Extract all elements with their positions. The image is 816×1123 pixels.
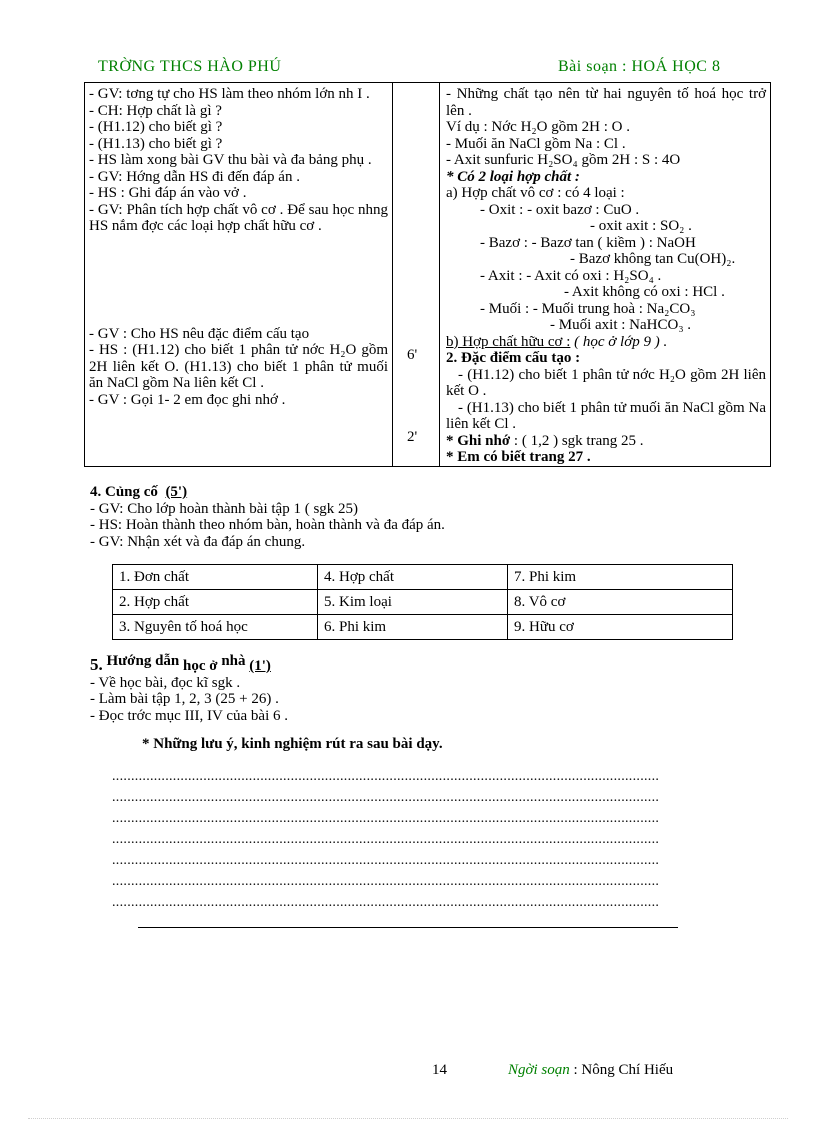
left-line: - GV: tơng tự cho HS làm theo nhóm lớn nh I . xyxy=(89,86,370,102)
notes-area xyxy=(112,766,784,913)
time-label: 2' xyxy=(407,429,418,445)
left-line: - (H1.12) cho biết gì ? xyxy=(89,119,223,135)
lesson-table xyxy=(84,82,771,467)
example: - Axit sunfuric H₂SO₄ gồm 2H : S : 4O xyxy=(446,152,681,168)
organic-label: b) Hợp chất hữu cơ : xyxy=(446,333,571,350)
time-column xyxy=(393,83,440,467)
table-cell: 4. Hợp chất xyxy=(318,565,508,590)
section4-heading xyxy=(90,484,445,501)
section4-time: (5') xyxy=(165,484,188,500)
dotted-line: ................................................................................................................................................ xyxy=(112,769,660,784)
section4-line: - GV: Cho lớp hoàn thành bài tập 1 ( sgk 25) xyxy=(90,500,359,517)
section5-line: - Làm bài tập 1, 2, 3 (25 + 26) . xyxy=(90,691,279,707)
table-cell: 9. Hữu cơ xyxy=(508,615,733,640)
remember-text: : ( 1,2 ) sgk trang 25 . xyxy=(513,432,644,449)
left-line: - GV : Cho HS nêu đặc điểm cấu tạo xyxy=(89,325,310,342)
organic-note: ( học ở lớp 9 ) . xyxy=(570,333,668,350)
left-line: - CH: Hợp chất là gì ? xyxy=(89,102,222,119)
dotted-line: ................................................................................................................................................ xyxy=(112,895,660,910)
types-heading: * Có 2 loại hợp chất : xyxy=(446,168,580,185)
salt-line: - Muối axit : NaHCO₃ . xyxy=(550,317,692,333)
section4-line: - HS: Hoàn thành theo nhóm bàn, hoàn thành và đa đáp án. xyxy=(90,517,445,533)
dotted-line: ................................................................................................................................................ xyxy=(112,832,660,847)
section5-time: (1') xyxy=(249,658,271,674)
example: Ví dụ : Nớc H₂O gồm 2H : O . xyxy=(446,119,630,135)
section5-title2: học ở xyxy=(183,658,218,674)
left-line: - (H1.13) cho biết gì ? xyxy=(89,135,223,152)
dotted-line: ................................................................................................................................................ xyxy=(112,811,660,826)
content-column xyxy=(440,83,771,467)
organic-line xyxy=(446,334,766,351)
school-header: TRỜNG THCS HÀO PHÚ xyxy=(98,58,282,75)
dotted-line: ................................................................................................................................................ xyxy=(112,874,660,889)
left-line: - HS : Ghi đáp án vào vở . xyxy=(89,185,247,201)
left-line: - GV: Hớng dẫn HS đi đến đáp án . xyxy=(89,168,300,185)
left-line: - GV : Gọi 1- 2 em đọc ghi nhớ . xyxy=(89,391,286,408)
inorganic-heading: a) Hợp chất vô cơ : có 4 loại : xyxy=(446,185,625,201)
acid-line: - Axit không có oxi : HCl . xyxy=(564,284,725,300)
acid-line: - Axit : - Axit có oxi : H₂SO₄ . xyxy=(480,267,662,284)
terms-table xyxy=(112,564,733,640)
author-line xyxy=(508,1062,673,1079)
page-edge xyxy=(28,1118,788,1119)
table-cell: 1. Đơn chất xyxy=(113,565,318,590)
section5-heading xyxy=(90,653,288,675)
dotted-line: ................................................................................................................................................ xyxy=(112,853,660,868)
subject-header: Bài soạn : HOÁ HỌC 8 xyxy=(558,58,721,75)
section4-line: - GV: Nhận xét và đa đáp án chung. xyxy=(90,533,306,550)
table-cell: 3. Nguyên tố hoá học xyxy=(113,615,318,640)
remember-label: * Ghi nhớ xyxy=(446,432,511,449)
author-name: : Nông Chí Hiếu xyxy=(573,1062,674,1078)
definition: - Những chất tạo nên từ hai nguyên tố hoá học trở lên . xyxy=(446,86,766,119)
remember-line xyxy=(446,433,766,450)
dotted-line: ................................................................................................................................................ xyxy=(112,790,660,805)
salt-line: - Muối : - Muối trung hoà : Na₂CO₃ xyxy=(480,300,696,317)
table-row xyxy=(113,615,733,640)
left-line: - HS làm xong bài GV thu bài và đa bảng phụ . xyxy=(89,152,372,168)
page-number: 14 xyxy=(432,1062,447,1078)
teacher-activities xyxy=(85,83,393,467)
section5-line: - Đọc trớc mục III, IV của bài 6 . xyxy=(90,707,288,724)
time-label: 6' xyxy=(407,347,418,363)
example: - Muối ăn NaCl gồm Na : Cl . xyxy=(446,135,626,152)
table-cell: 8. Vô cơ xyxy=(508,590,733,615)
table-row xyxy=(113,590,733,615)
structure-line: - (H1.13) cho biết 1 phân tử muối ăn NaCl gồm Na liên kết Cl . xyxy=(446,399,766,432)
author-label: Ngời soạn xyxy=(508,1062,570,1078)
structure-line: - (H1.12) cho biết 1 phân tử nớc H₂O gồm 2H liên kết O . xyxy=(446,366,766,399)
section5 xyxy=(90,653,288,724)
oxide-line: - oxit axit : SO₂ . xyxy=(590,218,692,234)
table-row xyxy=(113,565,733,590)
table-cell: 5. Kim loại xyxy=(318,590,508,615)
oxide-line: - Oxit : - oxit bazơ : CuO . xyxy=(480,201,640,218)
structure-heading: 2. Đặc điểm cấu tạo : xyxy=(446,350,581,366)
table-cell: 7. Phi kim xyxy=(508,565,733,590)
base-line: - Bazơ : - Bazơ tan ( kiềm ) : NaOH xyxy=(480,234,696,251)
section5-num: 5. xyxy=(90,655,103,674)
left-line: - GV: Phân tích hợp chất vô cơ . Để sau học nhng HS nắm đợc các loại hợp chất hữu cơ . xyxy=(89,201,388,234)
section5-title3: nhà xyxy=(221,653,246,669)
closing-rule xyxy=(138,927,678,928)
did-you-know: * Em có biết trang 27 . xyxy=(446,449,591,465)
section5-line: - Về học bài, đọc kĩ sgk . xyxy=(90,674,241,691)
section5-title: Hướng dẫn xyxy=(106,653,180,669)
table-cell: 6. Phi kim xyxy=(318,615,508,640)
section4 xyxy=(90,484,445,550)
notes-heading: * Những lưu ý, kinh nghiệm rút ra sau bài dạy. xyxy=(142,736,443,752)
base-line: - Bazơ không tan Cu(OH)₂. xyxy=(570,251,736,267)
table-cell: 2. Hợp chất xyxy=(113,590,318,615)
section4-title: 4. Củng cố xyxy=(90,484,158,500)
left-line: - HS : (H1.12) cho biết 1 phân tử nớc H₂O gồm 2H liên kết O. (H1.13) cho biết 1 phân tử muối ăn NaCl gồm Na liên kết Cl . xyxy=(89,342,388,391)
